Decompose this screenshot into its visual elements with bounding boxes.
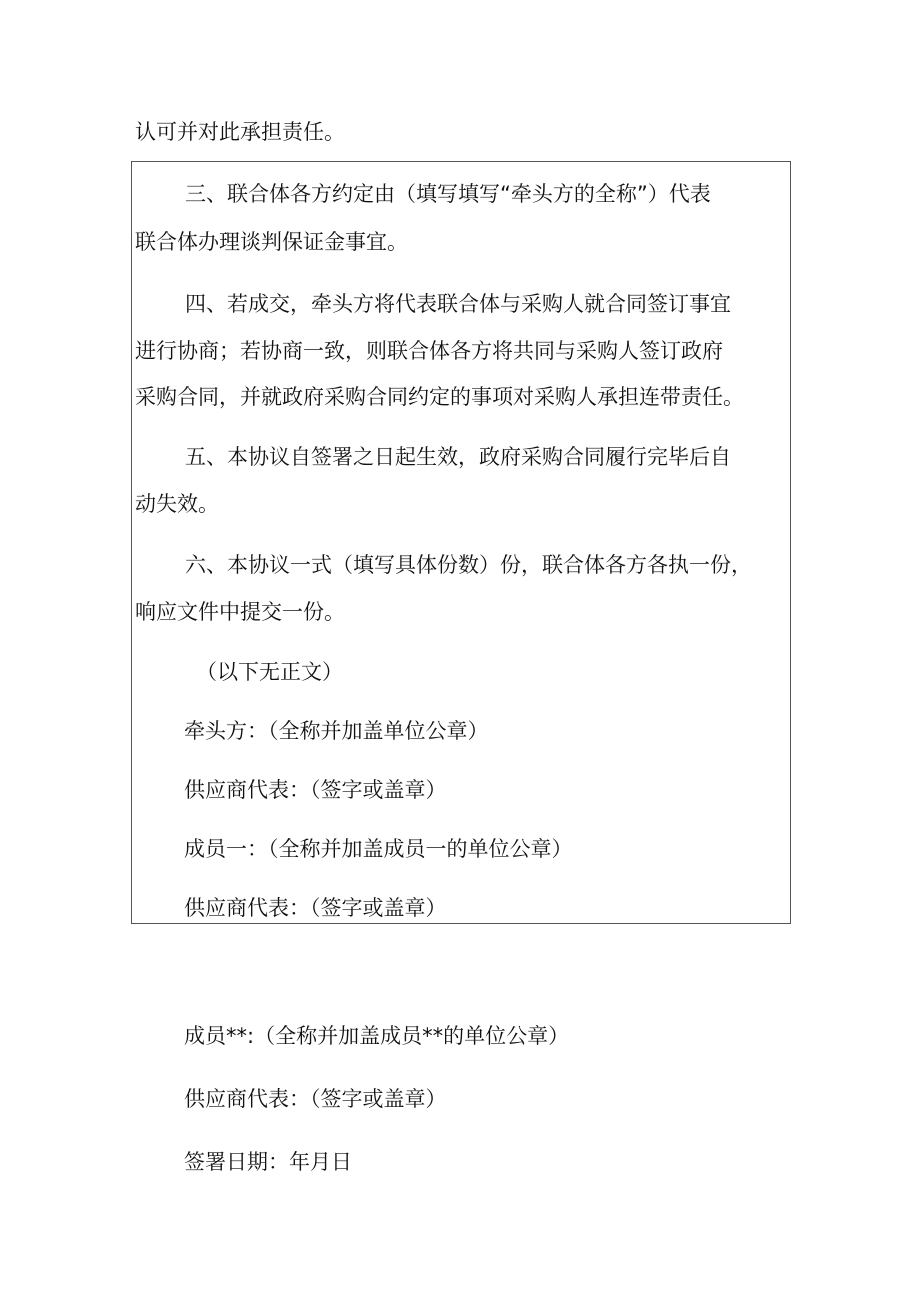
clause-4-line-1: 四、若成交，牵头方将代表联合体与采购人就合同签订事宜	[185, 292, 731, 316]
supplier-rep-line-2: 供应商代表：（签字或盖章）	[184, 896, 447, 920]
lead-party-line: 牵头方：（全称并加盖单位公章）	[184, 719, 489, 743]
member-n-line: 成员**:（全称并加盖成员**的单位公章）	[184, 1024, 570, 1048]
clause-5-line-2: 动失效。	[135, 492, 219, 516]
intro-tail-text: 认可并对此承担责任。	[135, 120, 345, 144]
clause-3-line-1: 三、联合体各方约定由（填写填写“牵头方的全称”）代表	[185, 182, 711, 206]
supplier-rep-line-3: 供应商代表：（签字或盖章）	[184, 1087, 447, 1111]
clause-4-line-3: 采购合同，并就政府采购合同约定的事项对采购人承担连带责任。	[135, 385, 744, 409]
supplier-rep-line-1: 供应商代表：（签字或盖章）	[184, 778, 447, 802]
clause-6-line-1: 六、本协议一式（填写具体份数）份，联合体各方各执一份，	[185, 553, 752, 577]
sign-date-line: 签署日期：年月日	[184, 1150, 352, 1174]
clause-5-line-1: 五、本协议自签署之日起生效，政府采购合同履行完毕后自	[185, 445, 731, 469]
member-one-line: 成员一：（全称并加盖成员一的单位公章）	[184, 837, 573, 861]
no-text-below-note: （以下无正文）	[196, 660, 343, 684]
agreement-clauses-box	[131, 161, 791, 924]
clause-4-line-2: 进行协商；若协商一致，则联合体各方将共同与采购人签订政府	[135, 339, 723, 363]
clause-6-line-2: 响应文件中提交一份。	[135, 600, 345, 624]
clause-3-line-2: 联合体办理谈判保证金事宜。	[135, 230, 408, 254]
